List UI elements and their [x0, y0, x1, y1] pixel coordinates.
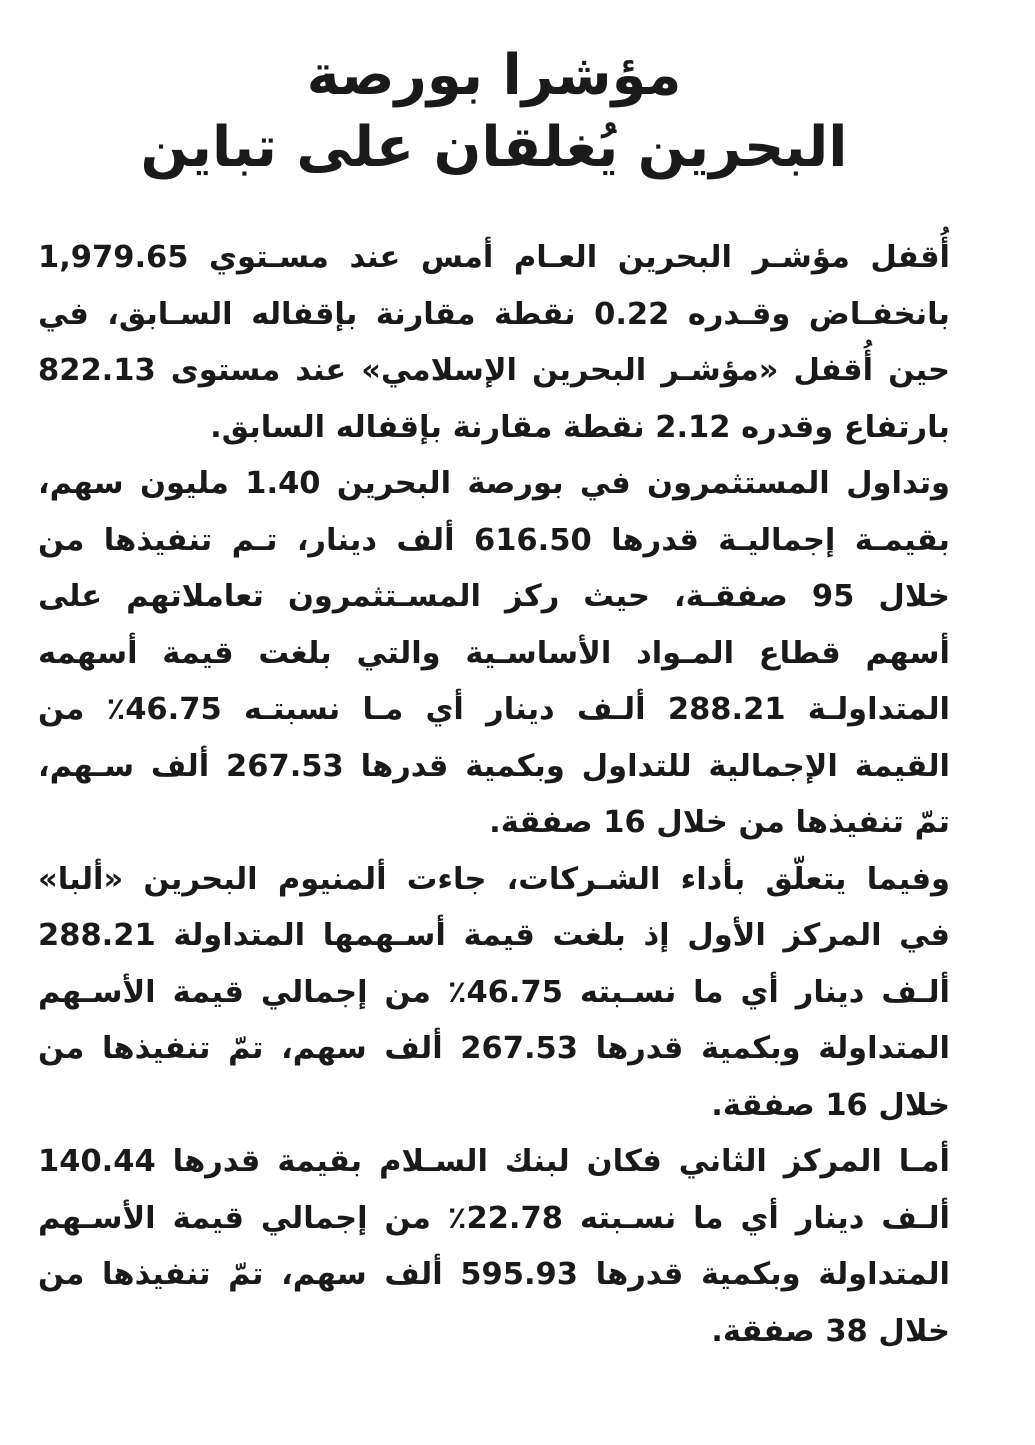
paragraph-3: [38, 852, 950, 1135]
text-line: خلال 38 صفقة.: [711, 1313, 950, 1349]
text-line: أسهم قطاع المـواد الأساسـية والتي بلغت قيمة أسهمه: [38, 635, 950, 671]
text-line: تمّ تنفيذها من خلال 16 صفقة.: [489, 805, 950, 840]
text-line: المتداولـة 288.21 ألـف دينار أي مـا نسبتـه 46.75٪ من: [38, 692, 950, 727]
text-line: ألـف دينار أي ما نسـبته 22.78٪ من إجمالي قيمة الأسـهم: [38, 1200, 950, 1236]
headline: [38, 40, 950, 184]
headline-line-2: البحرين يُغلقان على تباين: [140, 115, 848, 180]
text-line: أمـا المركز الثاني فكان لبنك السـلام بقيمة قدرها 140.44: [38, 1144, 950, 1179]
text-line: القيمة الإجمالية للتداول وبكمية قدرها 267.53 ألف سـهم،: [38, 748, 950, 784]
paragraph-1: [38, 230, 950, 456]
text-line: بقيمـة إجماليـة قدرها 616.50 ألف دينار، تـم تنفيذها من: [38, 522, 950, 558]
text-line: وفيما يتعلّق بأداء الشـركات، جاءت ألمنيوم البحرين «ألبا»: [38, 861, 950, 897]
text-line: خلال 95 صفقـة، حيث ركز المسـتثمرون تعاملاتهم على: [38, 579, 950, 614]
text-line: بارتفاع وقدره 2.12 نقطة مقارنة بإقفاله السابق.: [210, 409, 950, 445]
headline-line-1: مؤشرا بورصة: [306, 43, 682, 108]
text-line: حين أُقفل «مؤشـر البحرين الإسلامي» عند مستوى 822.13: [38, 353, 950, 388]
text-line: وتداول المستثمرون في بورصة البحرين 1.40 مليون سهم،: [38, 466, 950, 501]
text-line: أُقفل مؤشـر البحرين العـام أمس عند مسـتوي 1,979.65: [38, 240, 950, 275]
text-line: في المركز الأول إذ بلغت قيمة أسـهمها المتداولة 288.21: [38, 918, 950, 953]
text-line: المتداولة وبكمية قدرها 267.53 ألف سهم، تمّ تنفيذها من: [38, 1031, 950, 1066]
text-line: ألـف دينار أي ما نسـبته 46.75٪ من إجمالي قيمة الأسـهم: [38, 974, 950, 1010]
text-line: المتداولة وبكمية قدرها 595.93 ألف سهم، تمّ تنفيذها من: [38, 1257, 950, 1292]
article: [38, 40, 950, 1360]
text-line: بانخفـاض وقـدره 0.22 نقطة مقارنة بإقفاله السـابق، في: [38, 296, 950, 332]
paragraph-4: [38, 1134, 950, 1360]
text-line: خلال 16 صفقة.: [711, 1087, 950, 1123]
paragraph-2: [38, 456, 950, 852]
